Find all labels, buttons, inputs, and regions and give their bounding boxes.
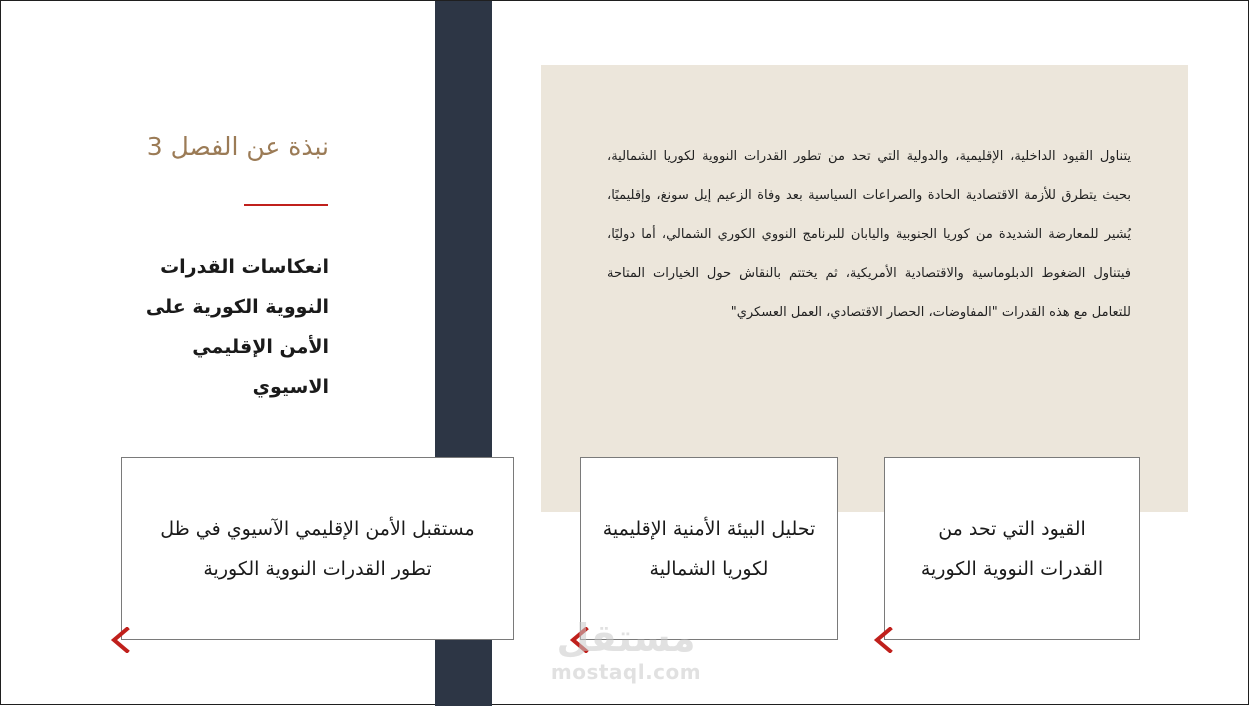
topic-card-future-security[interactable] xyxy=(121,457,514,640)
chapter-subtitle: انعكاسات القدرات النووية الكورية على الأمن الإقليمي الاسيوي xyxy=(145,256,329,398)
chevron-left-icon[interactable] xyxy=(109,627,131,653)
topic-card-label: القيود التي تحد من القدرات النووية الكورية xyxy=(920,517,1104,580)
topic-card-label: تحليل البيئة الأمنية الإقليمية لكوريا الشمالية xyxy=(602,517,816,580)
watermark-arabic: مستقل xyxy=(556,616,696,660)
topic-card-constraints[interactable] xyxy=(884,457,1140,640)
topic-card-security-environment[interactable] xyxy=(580,457,838,640)
summary-text: يتناول القيود الداخلية، الإقليمية، والدولية التي تحد من تطور القدرات النووية لكوريا الشمالية، بحيث يتطرق للأزمة الاقتصادية الحادة والصراعات السياسية بعد وفاة الزعيم إيل سونغ، وإقليميًا، يُشير للمعارضة الشديدة من كوريا الجنوبية واليابان للبرنامج النووي الكوري الشمالي، أما دوليًا، فيتناول الضغوط الدبلوماسية والاقتصادية الأمريكية، ثم يختتم بالنقاش حول الخيارات المتاحة للتعامل مع هذه القدرات "المفاوضات، الحصار الاقتصادي، العمل العسكري" xyxy=(607,149,1131,320)
watermark-latin: mostaql.com xyxy=(550,660,702,684)
watermark-logo xyxy=(541,616,711,684)
topic-card-label: مستقبل الأمن الإقليمي الآسيوي في ظل تطور القدرات النووية الكورية xyxy=(160,517,475,580)
chapter-title: نبذة عن الفصل 3 xyxy=(146,132,329,161)
title-divider xyxy=(244,204,328,206)
chevron-left-icon[interactable] xyxy=(872,627,894,653)
